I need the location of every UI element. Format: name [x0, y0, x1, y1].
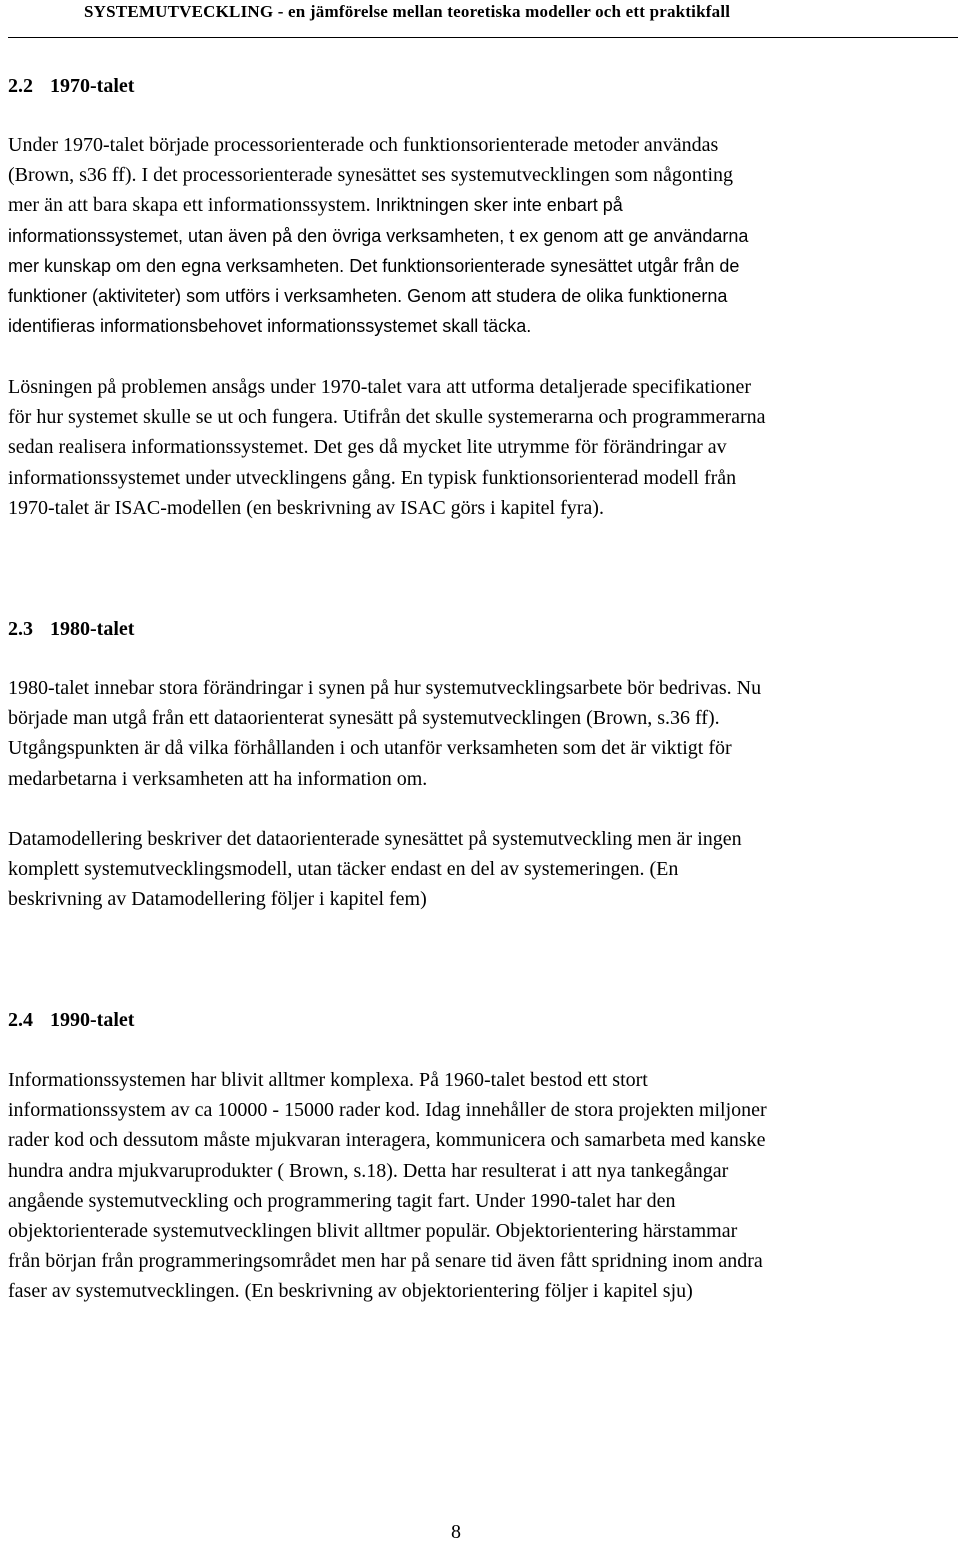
paragraph-1980-changes [8, 673, 953, 794]
text-line: identifieras informationsbehovet informationssystemet skall täcka. [8, 316, 532, 337]
section-title: 1970-talet [50, 75, 135, 97]
text-line: rader kod och dessutom måste mjukvaran interagera, kommunicera och samarbeta med kanske [8, 1129, 766, 1152]
text-line: angående systemutveckling och programmering tagit fart. Under 1990-talet har den [8, 1189, 676, 1212]
paragraph-1970-methods [8, 130, 953, 341]
section-heading-2-4 [8, 1007, 134, 1033]
section-number: 2.3 [8, 618, 33, 640]
running-header [0, 0, 960, 38]
section-heading-2-3 [8, 616, 134, 642]
text-line: komplett systemutvecklingsmodell, utan täcker endast en del av systemeringen. (En [8, 858, 679, 881]
text-line: började man utgå från ett dataorienterat synesätt på systemutvecklingen (Brown, s.36 ff). [8, 707, 720, 730]
text-line: informationssystem av ca 10000 - 15000 rader kod. Idag innehåller de stora projekten miljoner [8, 1099, 767, 1122]
header-title: SYSTEMUTVECKLING - en jämförelse mellan teoretiska modeller och ett praktikfall [84, 2, 731, 21]
text-segment: mer än att bara skapa ett informationssystem. [8, 194, 371, 217]
text-line [8, 190, 953, 220]
text-line [8, 281, 953, 311]
section-number: 2.4 [8, 1009, 33, 1031]
section-number: 2.2 [8, 75, 33, 97]
paragraph-1970-solution [8, 372, 953, 523]
text-line: faser av systemutvecklingen. (En beskrivning av objektorientering följer i kapitel sju) [8, 1280, 693, 1303]
text-line: från början från programmeringsområdet men har på senare tid även fått spridning inom andra [8, 1250, 763, 1273]
page-number: 8 [451, 1521, 461, 1543]
section-title: 1990-talet [50, 1009, 135, 1031]
text-line: 1970-talet är ISAC-modellen (en beskrivning av ISAC görs i kapitel fyra). [8, 496, 604, 519]
text-line: Under 1970-talet började processorienterade och funktionsorienterade metoder användas [8, 134, 719, 156]
text-segment: Det funktionsorienterade synesättet utgår från de [349, 255, 740, 276]
text-line: objektorienterade systemutvecklingen blivit alltmer populär. Objektorientering härstammar [8, 1220, 738, 1243]
text-line: för hur systemet skulle se ut och fungera. Utifrån det skulle systemerarna och programmerarna [8, 406, 766, 429]
text-line: hundra andra mjukvaruprodukter ( Brown, s.18). Detta har resulterat i att nya tankegångar [8, 1159, 729, 1182]
text-line: medarbetarna i verksamheten att ha information om. [8, 767, 428, 790]
text-line: Lösningen på problemen ansågs under 1970-talet vara att utforma detaljerade specifikationer [8, 376, 752, 398]
text-line: Informationssystemen har blivit alltmer komplexa. På 1960-talet bestod ett stort [8, 1069, 648, 1091]
text-line: (Brown, s36 ff). I det processorienterade synesättet ses systemutvecklingen som någonting [8, 164, 734, 187]
text-segment: Inriktningen sker inte enbart på [375, 195, 623, 216]
text-line: Utgångspunkten är då vilka förhållanden i och utanför verksamheten som det är viktigt för [8, 737, 732, 760]
text-segment: Genom att studera de olika funktionerna [407, 286, 728, 307]
text-line: sedan realisera informationssystemet. Det ges då mycket lite utrymme för förändringar av [8, 436, 727, 459]
header-rule [8, 37, 958, 38]
section-title: 1980-talet [50, 618, 135, 640]
text-line: beskrivning av Datamodellering följer i kapitel fem) [8, 888, 427, 911]
text-line: 1980-talet innebar stora förändringar i synen på hur systemutvecklingsarbete bör bedrivas. Nu [8, 677, 762, 699]
section-heading-2-2 [8, 73, 134, 99]
text-line: informationssystemet under utvecklingens gång. En typisk funktionsorienterad modell från [8, 466, 737, 489]
paragraph-1990-complexity [8, 1065, 953, 1307]
text-line [8, 251, 953, 281]
text-line: Datamodellering beskriver det dataorienterade synesättet på systemutveckling men är ingen [8, 828, 742, 850]
text-segment: mer kunskap om den egna verksamheten. [8, 255, 345, 276]
text-segment: funktioner (aktiviteter) som utförs i verksamheten. [8, 286, 403, 307]
text-line: informationssystemet, utan även på den övriga verksamheten, t ex genom att ge användarna [8, 225, 749, 246]
paragraph-datamodeling [8, 824, 953, 915]
